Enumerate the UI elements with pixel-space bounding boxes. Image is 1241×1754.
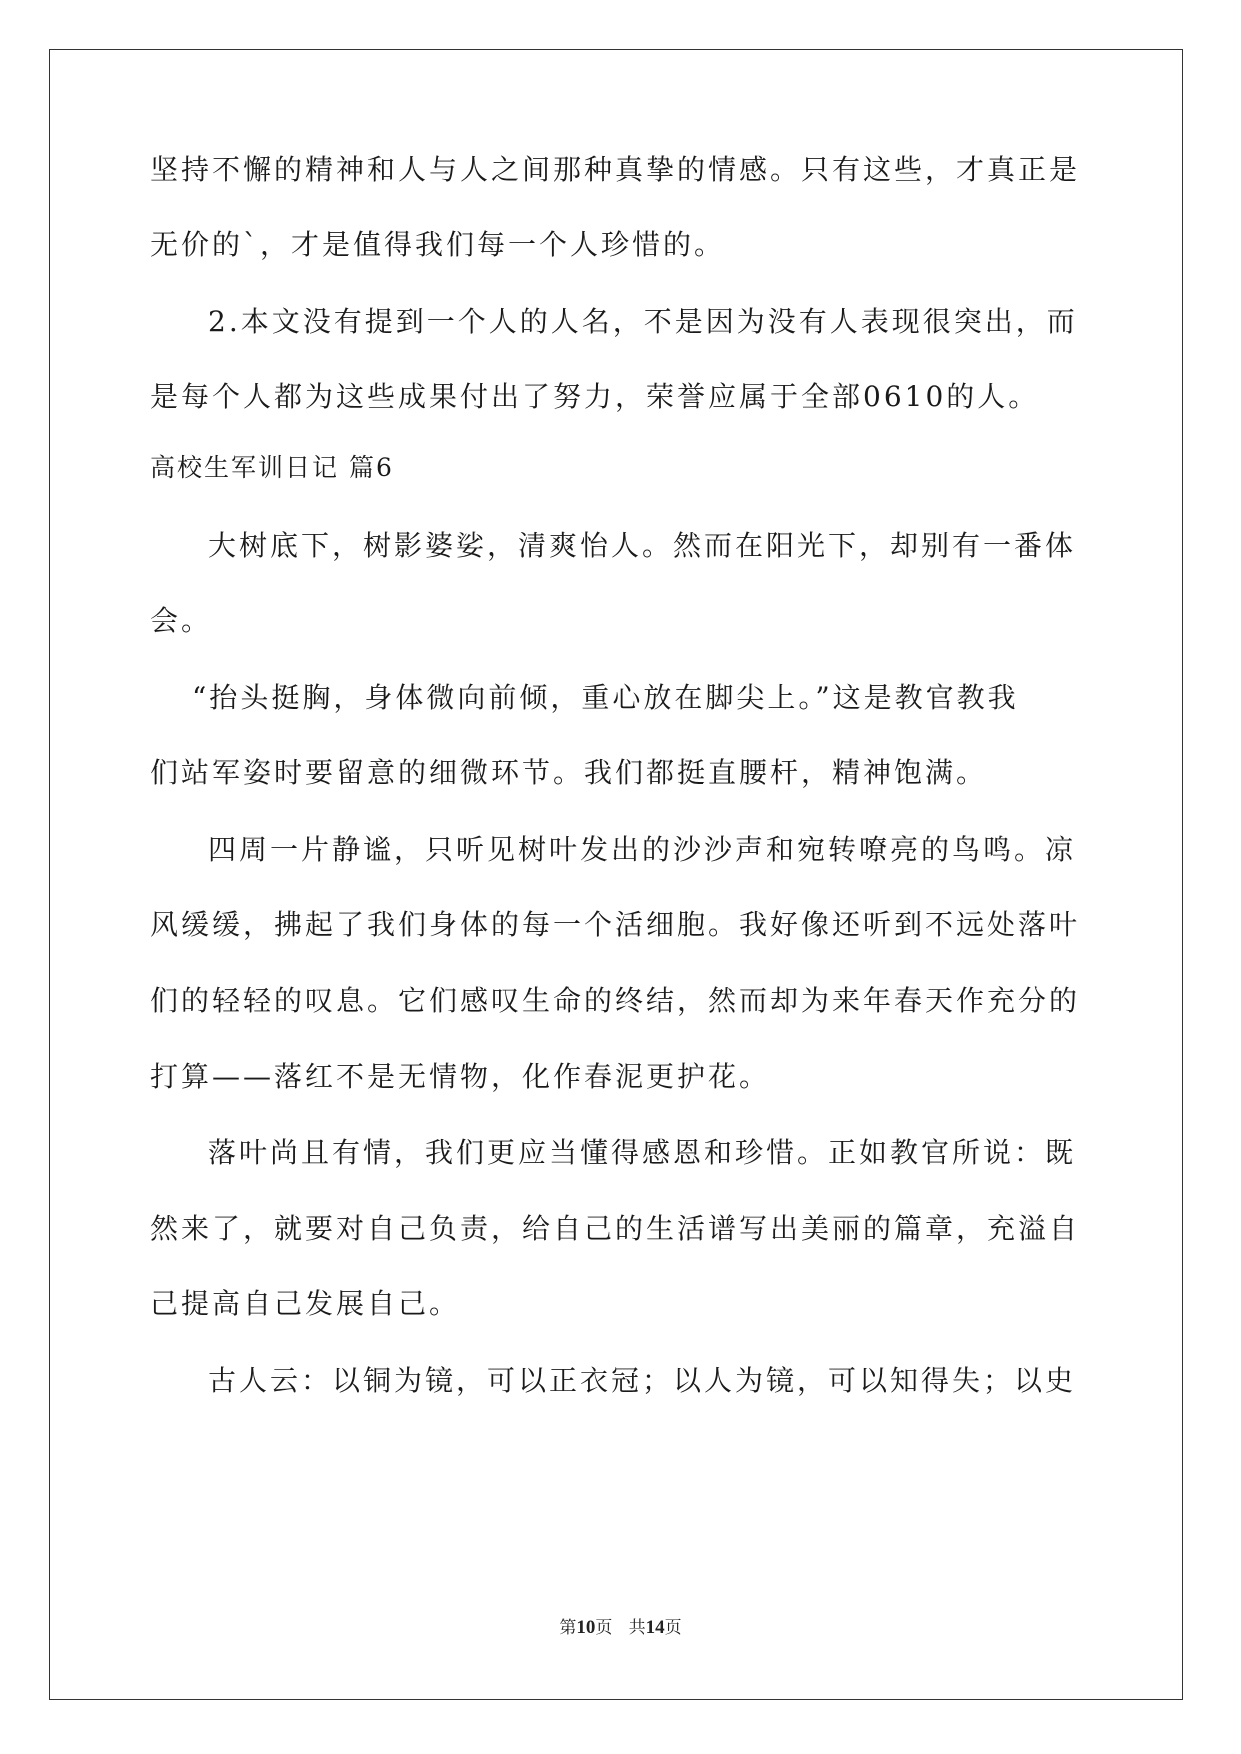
paragraph-line: 打算——落红不是无情物，化作春泥更护花。 (150, 1060, 771, 1093)
paragraph-line: 大树底下，树影婆娑，清爽怡人。然而在阳光下，却别有一番体 (208, 529, 1077, 562)
footer-mid: 页 共 (595, 1618, 646, 1638)
footer-suffix: 页 (664, 1618, 682, 1638)
paragraph-line: 四周一片静谧，只听见树叶发出的沙沙声和宛转嘹亮的鸟鸣。凉 (208, 833, 1077, 866)
paragraph-line: 坚持不懈的精神和人与人之间那种真挚的情感。只有这些，才真正是 (150, 153, 1081, 186)
paragraph-line: 是每个人都为这些成果付出了努力，荣誉应属于全部0610的人。 (150, 380, 1040, 413)
paragraph-line: 然来了，就要对自己负责，给自己的生活谱写出美丽的篇章，充溢自 (150, 1212, 1081, 1245)
page-footer (0, 1613, 1241, 1639)
paragraph-line: 无价的`，才是值得我们每一个人珍惜的。 (150, 228, 726, 261)
paragraph-line: 会。 (150, 604, 213, 637)
page-border (49, 49, 1183, 1700)
paragraph-line: 己提高自己发展自己。 (150, 1287, 461, 1320)
paragraph-line: “抬头挺胸，身体微向前倾，重心放在脚尖上。”这是教官教我 (192, 681, 1019, 714)
paragraph-line: 们站军姿时要留意的细微环节。我们都挺直腰杆，精神饱满。 (150, 756, 988, 789)
paragraph-line: 落叶尚且有情，我们更应当懂得感恩和珍惜。正如教官所说：既 (208, 1136, 1077, 1169)
footer-prefix: 第 (559, 1618, 577, 1638)
paragraph-line: 们的轻轻的叹息。它们感叹生命的终结，然而却为来年春天作充分的 (150, 984, 1081, 1017)
total-page-number: 14 (645, 1617, 665, 1638)
current-page-number: 10 (576, 1617, 596, 1638)
section-heading: 高校生军训日记 篇6 (150, 453, 394, 482)
paragraph-line: 2.本文没有提到一个人的人名，不是因为没有人表现很突出，而 (208, 305, 1078, 338)
paragraph-line: 古人云：以铜为镜，可以正衣冠；以人为镜，可以知得失；以史 (208, 1364, 1077, 1397)
paragraph-line: 风缓缓，拂起了我们身体的每一个活细胞。我好像还听到不远处落叶 (150, 908, 1081, 941)
